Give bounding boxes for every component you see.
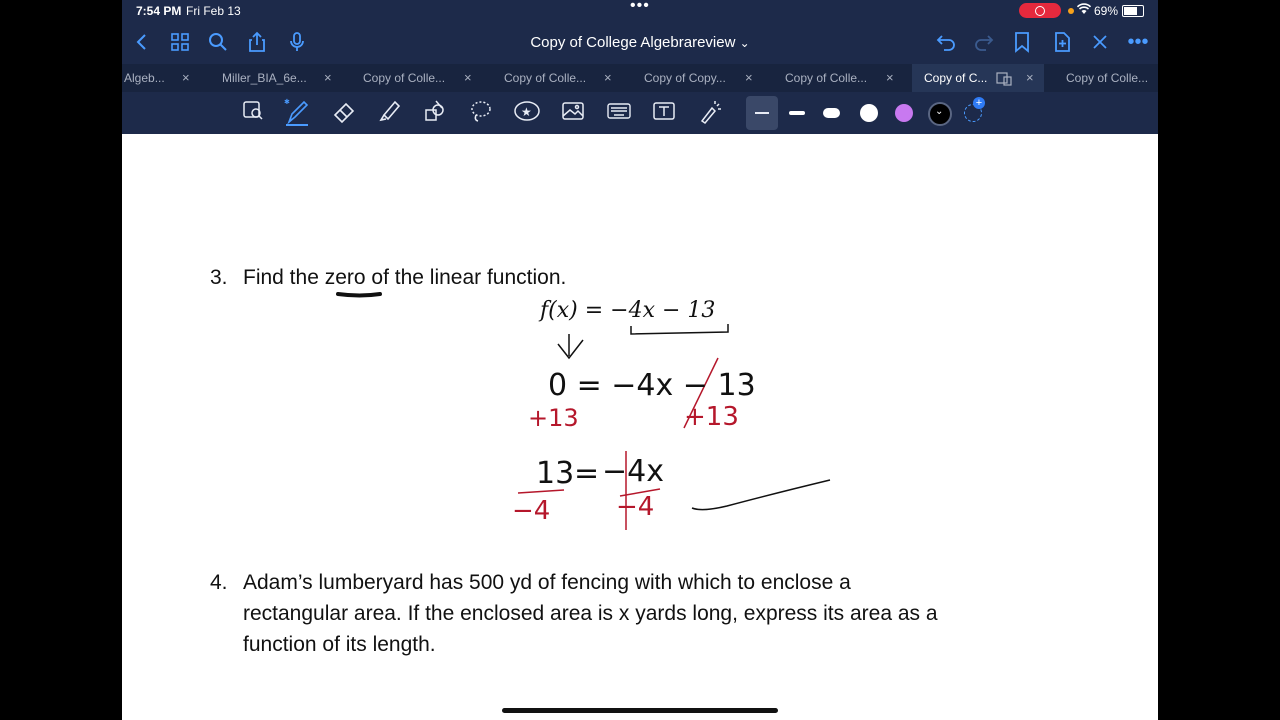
tab-bar bbox=[122, 64, 1158, 92]
tab-label: Copy of Colle... bbox=[785, 71, 868, 85]
tab-0[interactable] bbox=[122, 64, 202, 92]
tab-label: Miller_BIA_6e... bbox=[222, 71, 307, 85]
status-time: 7:54 PM bbox=[136, 4, 182, 18]
hw-plus13-right: +13 bbox=[684, 402, 739, 432]
tab-close-icon[interactable]: × bbox=[464, 70, 472, 85]
q3-number: 3. bbox=[210, 266, 228, 289]
tab-6-active[interactable] bbox=[912, 64, 1044, 92]
hw-line1: 0 = −4x − 13 bbox=[548, 368, 756, 403]
tab-close-icon[interactable]: × bbox=[324, 70, 332, 85]
back-icon[interactable] bbox=[130, 30, 154, 54]
status-bar bbox=[122, 0, 1158, 22]
document-title[interactable] bbox=[522, 34, 758, 51]
tab-label: Copy of C... bbox=[924, 71, 988, 85]
drawing-toolbar bbox=[122, 92, 1158, 134]
color-white-swatch[interactable] bbox=[860, 104, 878, 122]
tab-label: Copy of Colle... bbox=[504, 71, 587, 85]
tab-3[interactable] bbox=[492, 64, 622, 92]
q4-line2: rectangular area. If the enclosed area is x yards long, express its area as a bbox=[243, 602, 938, 625]
hw-line2-right: −4x bbox=[602, 454, 664, 489]
svg-text:★: ★ bbox=[521, 105, 532, 119]
elements-star-icon[interactable] bbox=[512, 98, 542, 128]
tab-label: Copy of Colle... bbox=[363, 71, 446, 85]
svg-text:✱: ✱ bbox=[284, 98, 290, 106]
hw-div-left: −4 bbox=[512, 496, 551, 526]
q4-line3: function of its length. bbox=[243, 633, 436, 656]
hw-plus13-left: +13 bbox=[528, 404, 579, 432]
status-date: Fri Feb 13 bbox=[186, 4, 241, 18]
share-icon[interactable] bbox=[245, 30, 269, 54]
tab-close-icon[interactable]: × bbox=[745, 70, 753, 85]
bracket-stroke bbox=[631, 324, 728, 334]
stroke-thin-selected[interactable] bbox=[746, 96, 778, 130]
app-chrome bbox=[122, 0, 1158, 134]
nav-bar bbox=[122, 24, 1158, 62]
home-indicator[interactable] bbox=[502, 708, 778, 713]
grid-view-icon[interactable] bbox=[168, 30, 192, 54]
more-icon[interactable]: ••• bbox=[1127, 31, 1149, 53]
stroke-thick-icon[interactable] bbox=[823, 108, 840, 118]
laser-pointer-icon[interactable] bbox=[695, 98, 725, 128]
hw-line2-eq: = bbox=[574, 456, 600, 491]
tab-close-icon[interactable]: × bbox=[182, 70, 190, 85]
undo-icon[interactable] bbox=[934, 30, 958, 54]
q4-line1: Adam’s lumberyard has 500 yd of fencing with which to enclose a bbox=[243, 571, 851, 594]
color-purple-swatch[interactable] bbox=[895, 104, 913, 122]
split-view-icon[interactable] bbox=[996, 64, 1012, 92]
multitask-dots-icon[interactable]: ••• bbox=[630, 0, 650, 14]
q4-number: 4. bbox=[210, 571, 228, 594]
lasso-icon[interactable] bbox=[466, 98, 496, 128]
tab-2[interactable] bbox=[352, 64, 482, 92]
document-page[interactable] bbox=[122, 134, 1158, 720]
text-box-icon[interactable] bbox=[649, 98, 679, 128]
stroke-medium-icon[interactable] bbox=[789, 111, 805, 115]
search-icon[interactable] bbox=[206, 30, 230, 54]
close-toolbar-icon[interactable] bbox=[1088, 30, 1112, 54]
chevron-down-icon: ⌄ bbox=[935, 106, 944, 117]
add-color-icon[interactable] bbox=[964, 97, 983, 122]
tab-label: Copy of Copy... bbox=[644, 71, 726, 85]
tab-close-icon[interactable]: × bbox=[604, 70, 612, 85]
shapes-icon[interactable] bbox=[420, 98, 450, 128]
hw-line2-left: 13 bbox=[536, 456, 575, 491]
color-black-swatch-selected[interactable] bbox=[928, 102, 952, 126]
eraser-icon[interactable] bbox=[329, 98, 359, 128]
tab-label: Copy of Colle... bbox=[1066, 71, 1149, 85]
tab-close-icon[interactable]: × bbox=[886, 70, 894, 85]
tab-4[interactable] bbox=[632, 64, 762, 92]
screen-record-icon[interactable] bbox=[1019, 3, 1061, 18]
bookmark-icon[interactable] bbox=[1010, 30, 1034, 54]
graph-line-stroke bbox=[692, 480, 830, 510]
image-insert-icon[interactable] bbox=[558, 98, 588, 128]
audio-record-icon[interactable] bbox=[285, 30, 309, 54]
highlighter-icon[interactable] bbox=[375, 98, 405, 128]
plus-icon: + bbox=[973, 97, 985, 109]
q3-text: Find the zero of the linear function. bbox=[243, 266, 567, 289]
tab-label: Algeb... bbox=[124, 71, 165, 85]
mic-indicator-icon bbox=[1068, 8, 1074, 14]
keyboard-icon[interactable] bbox=[604, 98, 634, 128]
ipad-screen bbox=[122, 0, 1158, 720]
title-chevron-icon: ⌄ bbox=[739, 36, 750, 50]
stroke-thin-icon bbox=[755, 112, 769, 114]
zero-underline-stroke bbox=[338, 294, 380, 296]
wifi-icon bbox=[1077, 3, 1091, 18]
document-title-text: Copy of College Algebrareview bbox=[530, 34, 736, 51]
add-page-icon[interactable] bbox=[1050, 30, 1074, 54]
redo-icon[interactable] bbox=[972, 30, 996, 54]
tab-close-icon[interactable]: × bbox=[1026, 70, 1034, 85]
pen-tool-icon[interactable] bbox=[282, 98, 312, 128]
tab-1[interactable] bbox=[210, 64, 340, 92]
zoom-window-icon[interactable] bbox=[238, 98, 268, 128]
q3-equation: f(x) = −4x − 13 bbox=[540, 298, 716, 323]
tab-5[interactable] bbox=[772, 64, 902, 92]
hw-div-right: −4 bbox=[616, 492, 655, 522]
tab-7[interactable] bbox=[1054, 64, 1158, 92]
battery-icon bbox=[1122, 5, 1144, 17]
battery-percent: 69% bbox=[1094, 4, 1119, 18]
down-arrow-stroke bbox=[558, 334, 583, 358]
